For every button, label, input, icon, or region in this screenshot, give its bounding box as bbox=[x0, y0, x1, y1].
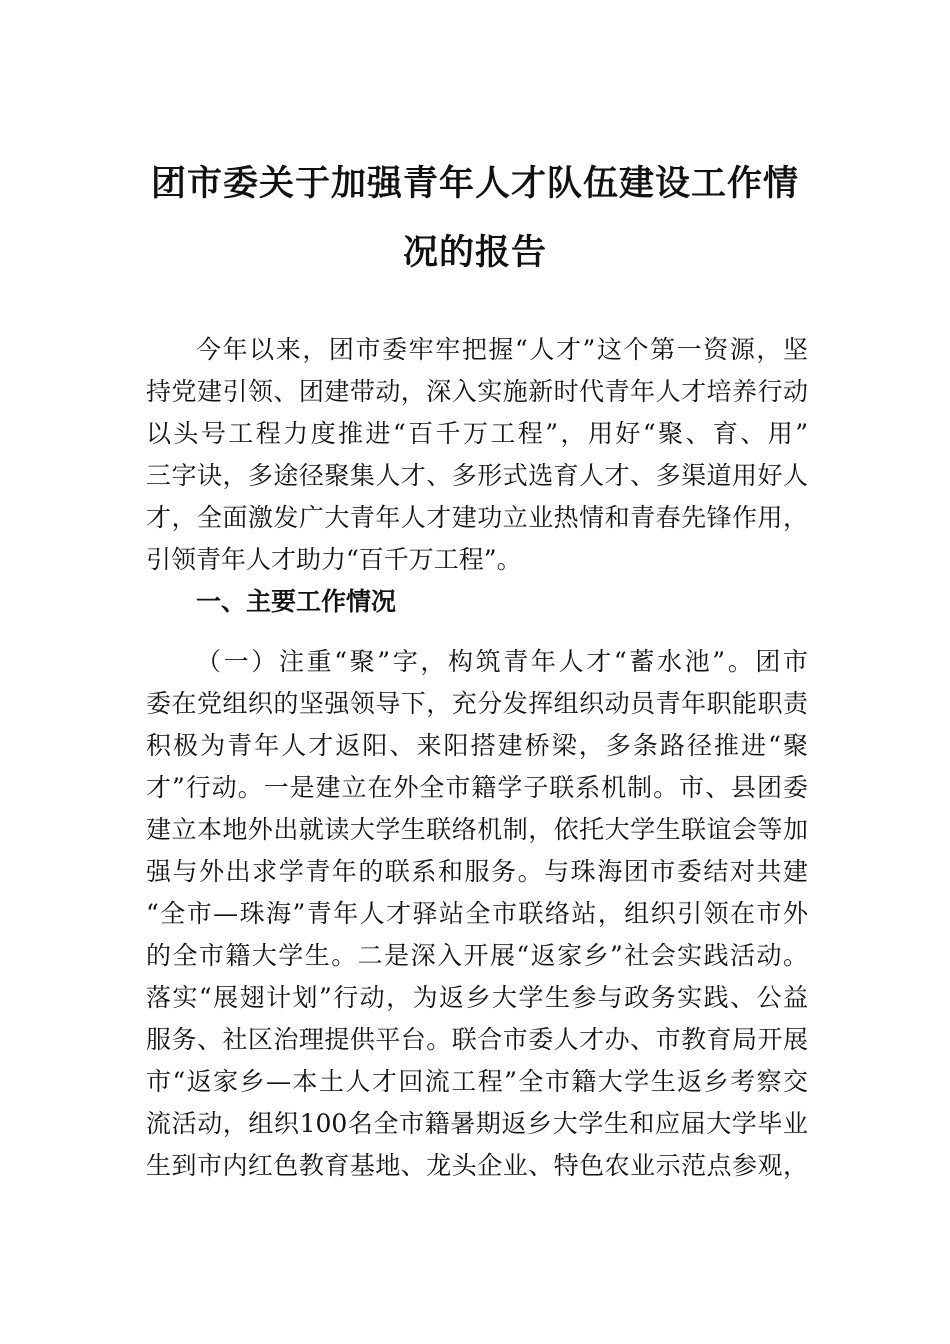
document-title-line-2: 况的报告 bbox=[402, 232, 547, 273]
paragraph-line: 市“返家乡—本土人才回流工程”全市籍大学生返乡考察交 bbox=[146, 1067, 808, 1096]
paragraph-line: 才，全面激发广大青年人才建功立业热情和青春先锋作用， bbox=[146, 503, 808, 532]
paragraph-line: 流活动，组织100名全市籍暑期返乡大学生和应届大学毕业 bbox=[146, 1109, 808, 1138]
paragraph-line: 积极为青年人才返阳、来阳搭建桥梁，多条路径推进“聚 bbox=[146, 731, 808, 760]
paragraph-line: 才”行动。一是建立在外全市籍学子联系机制。市、县团委 bbox=[146, 773, 808, 802]
paragraph-line: 委在党组织的坚强领导下，充分发挥组织动员青年职能职责 bbox=[146, 689, 808, 718]
paragraph-line: 建立本地外出就读大学生联络机制，依托大学生联谊会等加 bbox=[146, 815, 808, 844]
paragraph-line: 以头号工程力度推进“百千万工程”，用好“聚、育、用” bbox=[146, 419, 808, 448]
section-heading: 一、主要工作情况 bbox=[196, 587, 397, 616]
document-title-line-1: 团市委关于加强青年人才队伍建设工作情 bbox=[150, 163, 799, 204]
paragraph-line: 强与外出求学青年的联系和服务。与珠海团市委结对共建 bbox=[146, 857, 808, 886]
paragraph-line: 三字诀，多途径聚集人才、多形式选育人才、多渠道用好人 bbox=[146, 461, 808, 490]
paragraph-line: 今年以来，团市委牢牢把握“人才”这个第一资源，坚 bbox=[196, 335, 808, 364]
paragraph-line: 持党建引领、团建带动，深入实施新时代青年人才培养行动 bbox=[146, 377, 808, 406]
paragraph-line: “全市—珠海”青年人才驿站全市联络站，组织引领在市外 bbox=[146, 899, 808, 928]
paragraph-line: 落实“展翅计划”行动，为返乡大学生参与政务实践、公益 bbox=[146, 983, 808, 1012]
paragraph-line: （一）注重“聚”字，构筑青年人才“蓄水池”。团市 bbox=[196, 647, 808, 676]
paragraph-line: 引领青年人才助力“百千万工程”。 bbox=[146, 545, 522, 574]
paragraph-line: 生到市内红色教育基地、龙头企业、特色农业示范点参观， bbox=[146, 1151, 808, 1180]
paragraph-line: 的全市籍大学生。二是深入开展“返家乡”社会实践活动。 bbox=[146, 941, 808, 970]
paragraph-line: 服务、社区治理提供平台。联合市委人才办、市教育局开展 bbox=[146, 1025, 808, 1054]
